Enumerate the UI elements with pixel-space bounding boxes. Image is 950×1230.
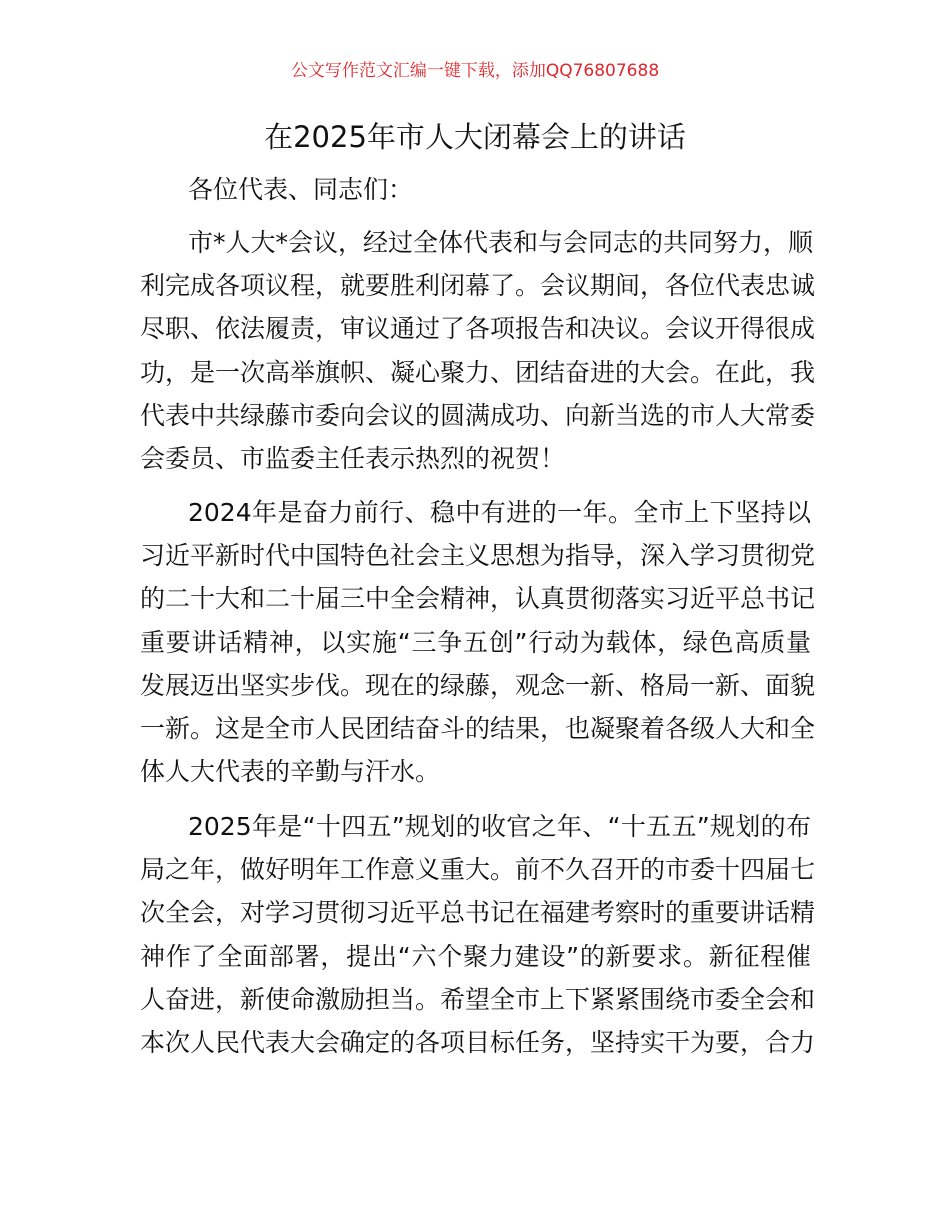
text-line: 会委员、市监委主任表示热烈的祝贺！ xyxy=(140,443,566,473)
text-line: 一新。这是全市人民团结奋斗的结果，也凝聚着各级人大和全 xyxy=(140,713,816,743)
text-line: 2025年是“十四五”规划的收官之年、“十五五”规划的布 xyxy=(188,812,811,841)
text-line: 神作了全面部署，提出“六个聚力建设”的新要求。新征程催 xyxy=(140,941,811,971)
text-line: 局之年，做好明年工作意义重大。前不久召开的市委十四届七 xyxy=(140,855,816,885)
text-line: 习近平新时代中国特色社会主义思想为指导，深入学习贯彻党 xyxy=(140,541,816,571)
download-notice: 公文写作范文汇编一键下载，添加QQ76807688 xyxy=(290,61,660,81)
text-line: 2024年是奋力前行、稳中有进的一年。全市上下坚持以 xyxy=(188,498,811,527)
text-line: 尽职、依法履责，审议通过了各项报告和决议。会议开得很成 xyxy=(140,314,816,344)
text-line: 市*人大*会议，经过全体代表和与会同志的共同努力，顺 xyxy=(188,228,814,257)
text-line: 功，是一次高举旗帜、凝心聚力、团结奋进的大会。在此，我 xyxy=(140,357,816,387)
text-line: 次全会，对学习贯彻习近平总书记在福建考察时的重要讲话精 xyxy=(140,898,816,928)
paragraph-1 xyxy=(140,221,816,480)
text-line: 利完成各项议程，就要胜利闭幕了。会议期间，各位代表忠诚 xyxy=(140,271,816,301)
text-line: 体人大代表的辛勤与汗水。 xyxy=(140,757,441,787)
text-line: 发展迈出坚实步伐。现在的绿藤，观念一新、格局一新、面貌 xyxy=(140,670,816,700)
paragraph-3 xyxy=(140,805,816,1064)
document-title: 在2025年市人大闭幕会上的讲话 xyxy=(264,120,686,154)
text-line: 人奋进，新使命激励担当。希望全市上下紧紧围绕市委全会和 xyxy=(140,984,816,1014)
paragraph-2 xyxy=(140,491,816,793)
text-line: 本次人民代表大会确定的各项目标任务，坚持实干为要，合力 xyxy=(140,1027,816,1057)
text-line: 的二十大和二十届三中全会精神，认真贯彻落实习近平总书记 xyxy=(140,584,816,614)
text-line: 代表中共绿藤市委向会议的圆满成功、向新当选的市人大常委 xyxy=(140,400,816,430)
text-line: 重要讲话精神，以实施“三争五创”行动为载体，绿色高质量 xyxy=(140,627,811,657)
greeting: 各位代表、同志们： xyxy=(188,175,414,204)
